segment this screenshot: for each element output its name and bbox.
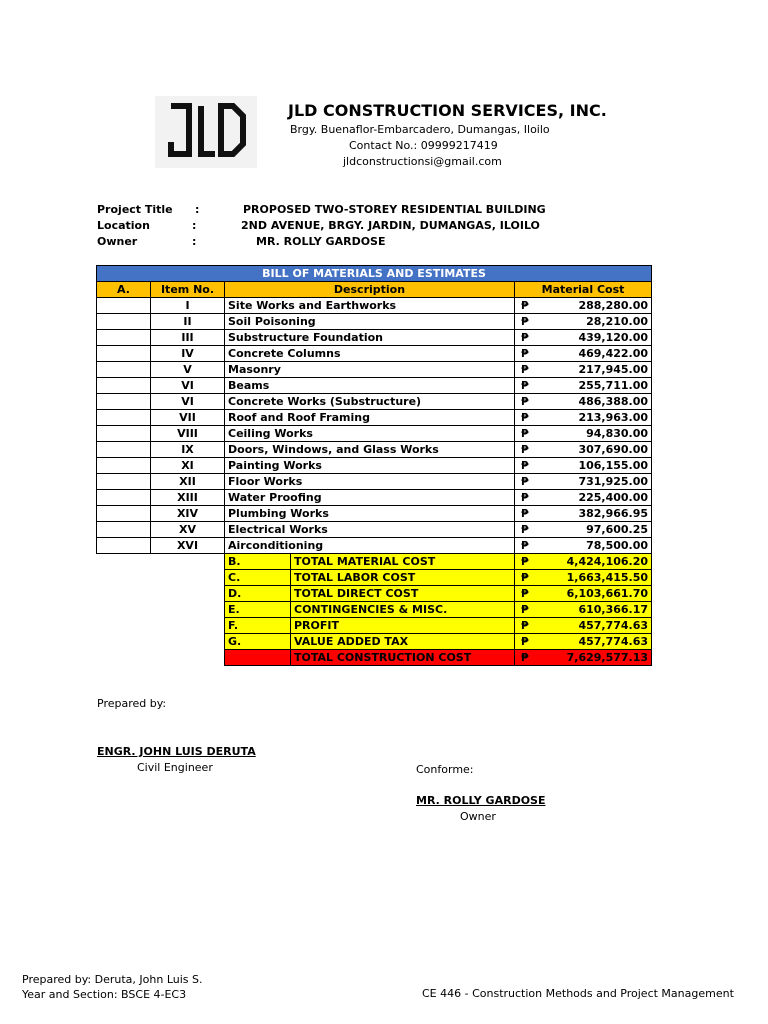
peso-sign: ₱ (515, 538, 533, 554)
item-description: Beams (225, 378, 515, 394)
col-header-section: A. (97, 282, 151, 298)
item-cost: 255,711.00 (533, 378, 652, 394)
peso-sign: ₱ (515, 410, 533, 426)
section-cell (97, 426, 151, 442)
table-title: BILL OF MATERIALS AND ESTIMATES (97, 266, 652, 282)
table-row (97, 522, 652, 538)
item-cost: 288,280.00 (533, 298, 652, 314)
table-title-row (97, 266, 652, 282)
peso-sign: ₱ (515, 506, 533, 522)
peso-sign: ₱ (515, 330, 533, 346)
item-no: XI (151, 458, 225, 474)
section-cell (97, 474, 151, 490)
section-cell (97, 394, 151, 410)
item-description: Concrete Columns (225, 346, 515, 362)
blank-cell (97, 634, 225, 650)
item-cost: 439,120.00 (533, 330, 652, 346)
section-cell (97, 346, 151, 362)
bill-of-materials-table (96, 265, 652, 666)
project-title-value: PROPOSED TWO-STOREY RESIDENTIAL BUILDING (243, 203, 546, 216)
section-cell (97, 378, 151, 394)
item-description: Airconditioning (225, 538, 515, 554)
summary-cost: 7,629,577.13 (533, 650, 652, 666)
item-no: VII (151, 410, 225, 426)
item-cost: 106,155.00 (533, 458, 652, 474)
table-row (97, 314, 652, 330)
col-header-material-cost: Material Cost (515, 282, 652, 298)
summary-cost: 457,774.63 (533, 618, 652, 634)
summary-letter: D. (225, 586, 291, 602)
peso-sign: ₱ (515, 458, 533, 474)
summary-cost: 4,424,106.20 (533, 554, 652, 570)
item-cost: 731,925.00 (533, 474, 652, 490)
item-description: Site Works and Earthworks (225, 298, 515, 314)
owner-value: MR. ROLLY GARDOSE (256, 235, 386, 248)
footer-year-section: Year and Section: BSCE 4-EC3 (22, 988, 187, 1001)
total-construction-cost-row (97, 650, 652, 666)
summary-row (97, 618, 652, 634)
table-row (97, 346, 652, 362)
peso-sign: ₱ (515, 618, 533, 634)
table-row (97, 378, 652, 394)
blank-cell (97, 602, 225, 618)
company-email: jldconstructionsi@gmail.com (343, 155, 502, 168)
project-title-colon: : (195, 203, 200, 216)
item-no: XV (151, 522, 225, 538)
peso-sign: ₱ (515, 426, 533, 442)
item-description: Painting Works (225, 458, 515, 474)
peso-sign: ₱ (515, 474, 533, 490)
table-row (97, 426, 652, 442)
summary-letter (225, 650, 291, 666)
owner-signature-title: Owner (460, 810, 496, 823)
peso-sign: ₱ (515, 522, 533, 538)
item-description: Floor Works (225, 474, 515, 490)
section-cell (97, 362, 151, 378)
blank-cell (97, 570, 225, 586)
summary-label: TOTAL CONSTRUCTION COST (291, 650, 515, 666)
table-row (97, 394, 652, 410)
section-cell (97, 458, 151, 474)
blank-cell (97, 554, 225, 570)
summary-row (97, 586, 652, 602)
summary-letter: E. (225, 602, 291, 618)
summary-label: TOTAL MATERIAL COST (291, 554, 515, 570)
company-address: Brgy. Buenaflor-Embarcadero, Dumangas, Iloilo (290, 123, 550, 136)
item-description: Plumbing Works (225, 506, 515, 522)
table-row (97, 442, 652, 458)
footer-prepared-by: Prepared by: Deruta, John Luis S. (22, 973, 203, 986)
section-cell (97, 410, 151, 426)
summary-row (97, 570, 652, 586)
location-value: 2ND AVENUE, BRGY. JARDIN, DUMANGAS, ILOILO (241, 219, 540, 232)
item-no: VIII (151, 426, 225, 442)
item-no: VI (151, 394, 225, 410)
summary-letter: G. (225, 634, 291, 650)
item-cost: 469,422.00 (533, 346, 652, 362)
table-row (97, 298, 652, 314)
summary-label: TOTAL DIRECT COST (291, 586, 515, 602)
item-cost: 28,210.00 (533, 314, 652, 330)
summary-label: TOTAL LABOR COST (291, 570, 515, 586)
summary-row (97, 634, 652, 650)
engineer-name: ENGR. JOHN LUIS DERUTA (97, 745, 256, 758)
table-row (97, 410, 652, 426)
table-row (97, 362, 652, 378)
blank-cell (97, 618, 225, 634)
table-header-row (97, 282, 652, 298)
peso-sign: ₱ (515, 442, 533, 458)
item-cost: 486,388.00 (533, 394, 652, 410)
location-label: Location (97, 219, 150, 232)
peso-sign: ₱ (515, 634, 533, 650)
section-cell (97, 490, 151, 506)
item-no: V (151, 362, 225, 378)
peso-sign: ₱ (515, 490, 533, 506)
item-description: Roof and Roof Framing (225, 410, 515, 426)
prepared-by-label: Prepared by: (97, 697, 167, 710)
item-no: VI (151, 378, 225, 394)
col-header-item-no: Item No. (151, 282, 225, 298)
item-cost: 382,966.95 (533, 506, 652, 522)
table-row (97, 538, 652, 554)
section-cell (97, 314, 151, 330)
summary-cost: 6,103,661.70 (533, 586, 652, 602)
summary-cost: 610,366.17 (533, 602, 652, 618)
item-description: Ceiling Works (225, 426, 515, 442)
section-cell (97, 298, 151, 314)
summary-letter: C. (225, 570, 291, 586)
peso-sign: ₱ (515, 346, 533, 362)
item-no: XII (151, 474, 225, 490)
table-row (97, 506, 652, 522)
item-no: I (151, 298, 225, 314)
section-cell (97, 538, 151, 554)
peso-sign: ₱ (515, 394, 533, 410)
item-description: Electrical Works (225, 522, 515, 538)
owner-label: Owner (97, 235, 138, 248)
table-row (97, 458, 652, 474)
company-contact: Contact No.: 09999217419 (349, 139, 498, 152)
summary-row (97, 554, 652, 570)
item-no: IV (151, 346, 225, 362)
summary-cost: 457,774.63 (533, 634, 652, 650)
project-title-label: Project Title (97, 203, 173, 216)
peso-sign: ₱ (515, 570, 533, 586)
table-row (97, 490, 652, 506)
item-no: XIII (151, 490, 225, 506)
item-description: Water Proofing (225, 490, 515, 506)
summary-cost: 1,663,415.50 (533, 570, 652, 586)
footer-course: CE 446 - Construction Methods and Project Management (422, 987, 734, 1000)
peso-sign: ₱ (515, 298, 533, 314)
jld-logo-icon (155, 96, 257, 168)
peso-sign: ₱ (515, 362, 533, 378)
item-cost: 225,400.00 (533, 490, 652, 506)
item-description: Concrete Works (Substructure) (225, 394, 515, 410)
company-logo (155, 96, 257, 168)
item-cost: 217,945.00 (533, 362, 652, 378)
summary-row (97, 602, 652, 618)
item-no: II (151, 314, 225, 330)
item-no: IX (151, 442, 225, 458)
item-cost: 97,600.25 (533, 522, 652, 538)
peso-sign: ₱ (515, 554, 533, 570)
blank-cell (97, 650, 225, 666)
summary-label: PROFIT (291, 618, 515, 634)
item-description: Doors, Windows, and Glass Works (225, 442, 515, 458)
summary-label: CONTINGENCIES & MISC. (291, 602, 515, 618)
engineer-title: Civil Engineer (137, 761, 213, 774)
summary-letter: B. (225, 554, 291, 570)
section-cell (97, 506, 151, 522)
item-no: XVI (151, 538, 225, 554)
summary-letter: F. (225, 618, 291, 634)
owner-signature-name: MR. ROLLY GARDOSE (416, 794, 546, 807)
item-no: XIV (151, 506, 225, 522)
peso-sign: ₱ (515, 602, 533, 618)
col-header-description: Description (225, 282, 515, 298)
table-row (97, 330, 652, 346)
item-description: Masonry (225, 362, 515, 378)
company-name: JLD CONSTRUCTION SERVICES, INC. (288, 101, 607, 120)
peso-sign: ₱ (515, 586, 533, 602)
item-cost: 307,690.00 (533, 442, 652, 458)
section-cell (97, 522, 151, 538)
summary-label: VALUE ADDED TAX (291, 634, 515, 650)
section-cell (97, 442, 151, 458)
table-row (97, 474, 652, 490)
section-cell (97, 330, 151, 346)
location-colon: : (192, 219, 197, 232)
peso-sign: ₱ (515, 314, 533, 330)
item-no: III (151, 330, 225, 346)
owner-colon: : (192, 235, 197, 248)
item-cost: 78,500.00 (533, 538, 652, 554)
item-description: Soil Poisoning (225, 314, 515, 330)
item-cost: 213,963.00 (533, 410, 652, 426)
item-cost: 94,830.00 (533, 426, 652, 442)
item-description: Substructure Foundation (225, 330, 515, 346)
conforme-label: Conforme: (416, 763, 474, 776)
blank-cell (97, 586, 225, 602)
peso-sign: ₱ (515, 650, 533, 666)
peso-sign: ₱ (515, 378, 533, 394)
